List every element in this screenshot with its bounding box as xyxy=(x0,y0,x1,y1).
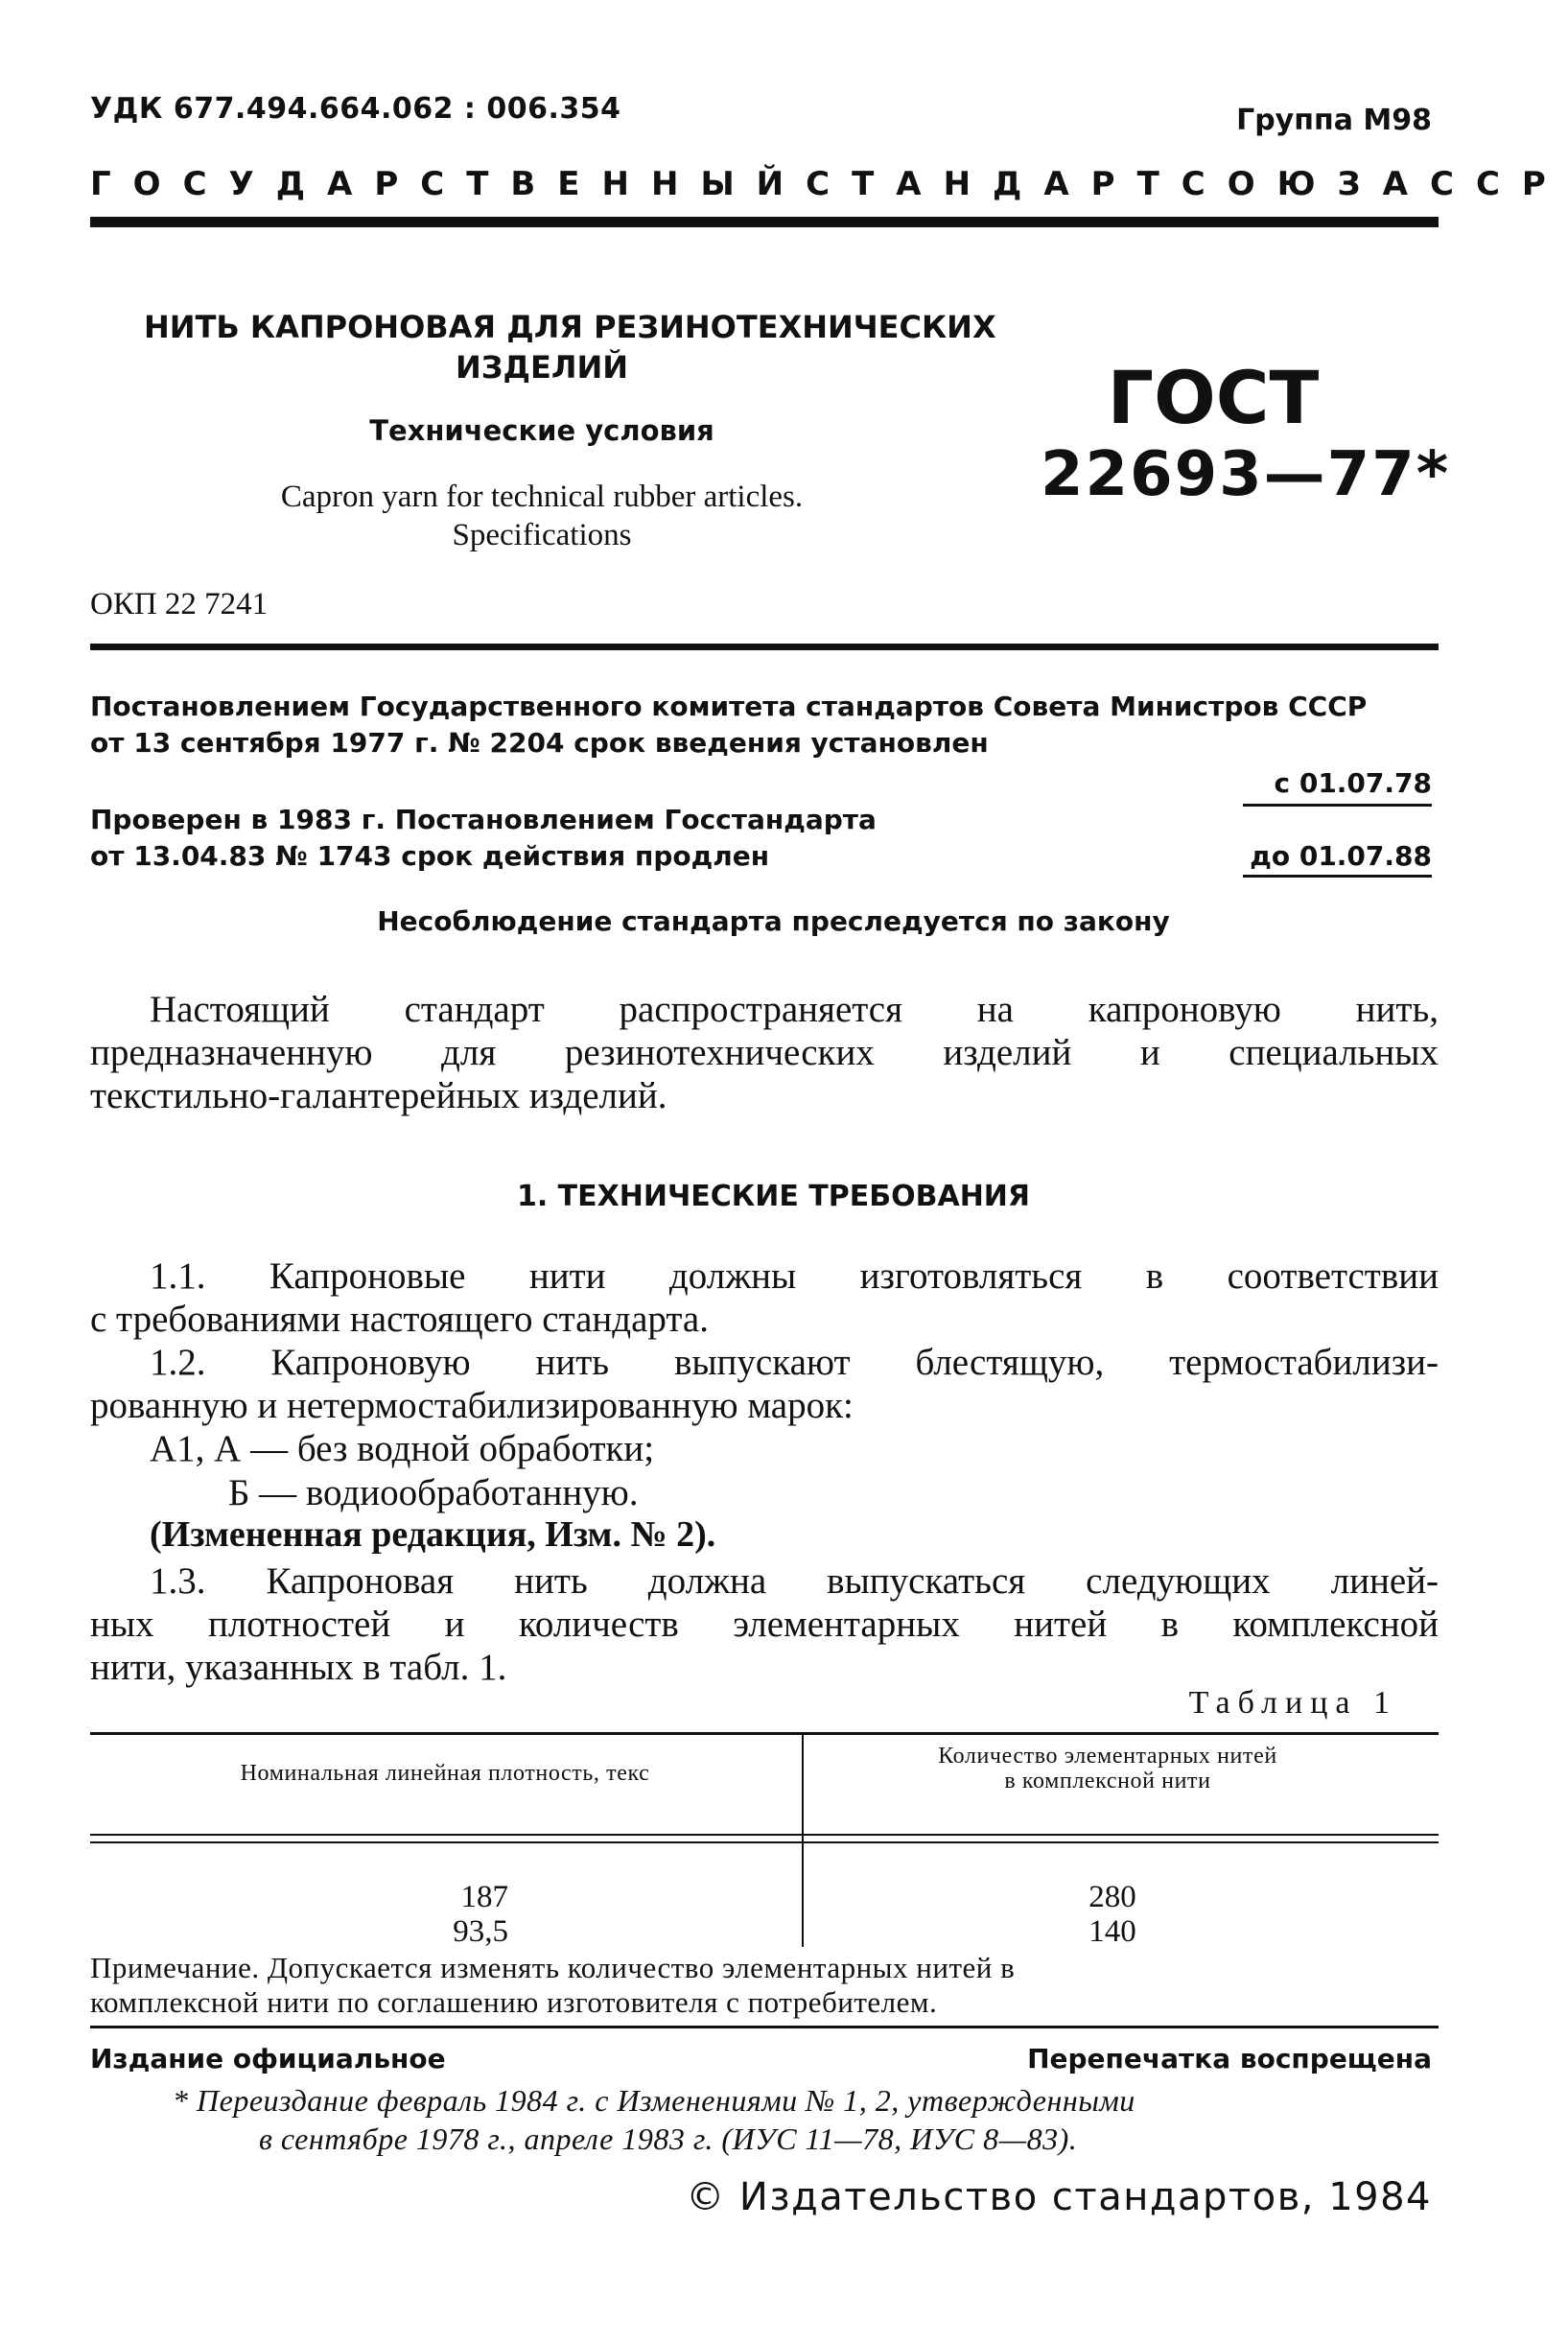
table-caption: Таблица 1 xyxy=(1188,1685,1397,1721)
banner-word: ССР xyxy=(1430,165,1568,203)
gost-label: ГОСТ xyxy=(1107,355,1320,440)
text-line: нити, указанных в табл. 1. xyxy=(90,1647,507,1688)
resolution-line1: Постановлением Государственного комитета стандартов Совета Министров СССР xyxy=(90,691,1368,722)
group-code: Группа М98 xyxy=(1236,104,1432,137)
table-cell: 93,5 xyxy=(453,1914,508,1949)
banner-word: СТАНДАРТ xyxy=(806,165,1182,203)
header-rule xyxy=(90,1841,1439,1843)
gost-number: 22693—77* xyxy=(1041,439,1451,510)
title-ru-line2: ИЗДЕЛИЙ xyxy=(455,349,628,386)
penalty-notice: Несоблюдение стандарта преследуется по закону xyxy=(377,905,1170,937)
table-top-rule xyxy=(90,1732,1439,1735)
header-thick-rule xyxy=(90,217,1439,227)
text-line: с требованиями настоящего стандарта. xyxy=(90,1299,709,1340)
table-cell: 280 xyxy=(1088,1880,1136,1914)
column-header-count-line2: в комплексной нити xyxy=(1004,1769,1211,1793)
reprint-prohibited-label: Перепечатка воспрещена xyxy=(1027,2043,1432,2074)
column-header-density: Номинальная линейная плотность, текс xyxy=(240,1761,650,1786)
reissue-note-line1: * Переиздание февраль 1984 г. с Изменениями № 1, 2, утвержденными xyxy=(173,2083,1135,2118)
date-underline xyxy=(1243,875,1432,878)
text-line: 1.2. Капроновую нить выпускают блестящую, термостабилизи- xyxy=(150,1342,1439,1383)
amendment-note: (Измененная редакция, Изм. № 2). xyxy=(150,1514,716,1555)
banner-word: ГОСУДАРСТВЕННЫЙ xyxy=(90,165,807,203)
table-cell: 140 xyxy=(1088,1914,1136,1949)
section-heading: 1. ТЕХНИЧЕСКИЕ ТРЕБОВАНИЯ xyxy=(516,1180,1031,1213)
text-line: предназначенную для резинотехнических изделий и специальных xyxy=(90,1032,1439,1073)
text-line: ных плотностей и количеств элементарных нитей в комплексной xyxy=(90,1604,1439,1645)
footer-rule xyxy=(90,2026,1439,2028)
text-line: рованную и нетермостабилизированную марок: xyxy=(90,1385,854,1426)
text-line: текстильно-галантерейных изделий. xyxy=(90,1075,667,1116)
text-line: 1.3. Капроновая нить должна выпускаться следующих линей- xyxy=(150,1560,1439,1602)
title-thick-rule xyxy=(90,644,1439,650)
udk-code: УДК 677.494.664.062 : 006.354 xyxy=(90,92,621,126)
date-extended: до 01.07.88 xyxy=(1250,840,1432,872)
clause-1-2 xyxy=(90,1341,1439,1427)
clause-1-1 xyxy=(90,1254,1439,1341)
header-rule xyxy=(90,1834,1439,1836)
title-en-line2: Specifications xyxy=(452,518,632,552)
okp-code: ОКП 22 7241 xyxy=(90,587,269,621)
checked-line2: от 13.04.83 № 1743 срок действия продлен xyxy=(90,840,770,872)
intro-paragraph xyxy=(90,988,1439,1117)
checked-line1: Проверен в 1983 г. Постановлением Госстандарта xyxy=(90,804,877,835)
text-line: 1.1. Капроновые нити должны изготовляться в соответствии xyxy=(150,1255,1439,1297)
title-subtitle: Технические условия xyxy=(369,414,714,447)
column-header-count: Количество элементарных нитей xyxy=(938,1744,1277,1769)
title-en-line1: Capron yarn for technical rubber articles. xyxy=(280,480,804,514)
banner-word: СОЮЗА xyxy=(1181,165,1430,203)
date-underline xyxy=(1243,804,1432,807)
title-ru-line1: НИТЬ КАПРОНОВАЯ ДЛЯ РЕЗИНОТЕХНИЧЕСКИХ xyxy=(144,309,996,345)
table-cell: 187 xyxy=(460,1880,508,1914)
copyright-notice: © Издательство стандартов, 1984 xyxy=(686,2175,1432,2219)
table-note: Примечание. Допускается изменять количество элементарных нитей в xyxy=(90,1951,1016,1984)
column-divider xyxy=(802,1732,804,1947)
state-standard-banner xyxy=(90,165,1568,203)
table-note-line2: комплексной нити по соглашению изготовителя с потребителем. xyxy=(90,1985,938,2019)
reissue-note-line2: в сентябре 1978 г., апреле 1983 г. (ИУС 11—78, ИУС 8—83). xyxy=(259,2121,1078,2156)
text-line: Настоящий стандарт распространяется на капроновую нить, xyxy=(150,989,1439,1030)
resolution-line2: от 13 сентября 1977 г. № 2204 срок введения установлен xyxy=(90,727,989,759)
grade-item-b: Б — водиообработанную. xyxy=(228,1472,639,1513)
official-edition-label: Издание официальное xyxy=(90,2043,446,2074)
grade-item-a: А1, А — без водной обработки; xyxy=(150,1428,655,1469)
date-introduced: с 01.07.78 xyxy=(1274,767,1432,799)
clause-1-3 xyxy=(90,1559,1439,1689)
